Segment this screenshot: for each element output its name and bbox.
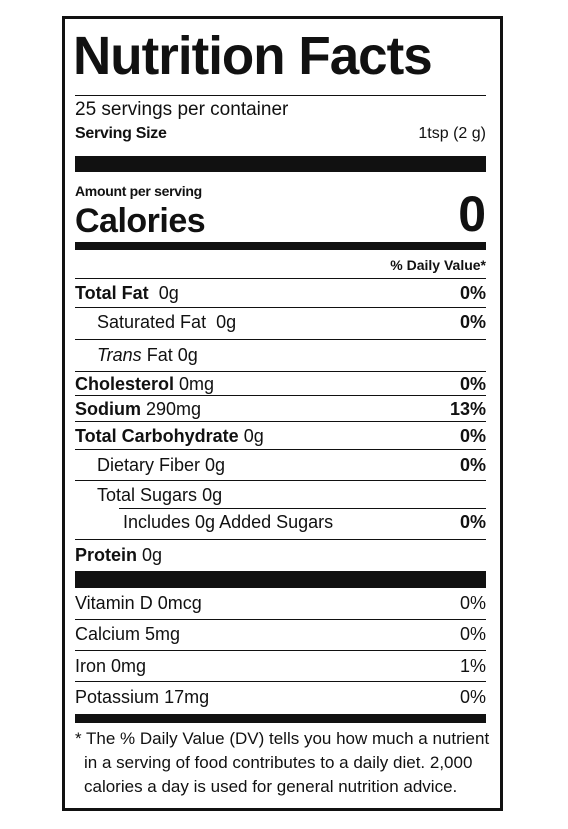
vitamin-amount: 0mcg — [157, 593, 202, 613]
nutrient-row-total-fat — [75, 283, 486, 309]
vitamin-dv: 1% — [459, 656, 486, 676]
nutrient-name: Total Fat — [75, 283, 149, 303]
vitamin-row-iron — [75, 656, 486, 682]
nutrient-dv: 13% — [449, 399, 486, 419]
serving-size-label: Serving Size — [75, 125, 167, 142]
vitamin-row-potassium — [75, 687, 486, 713]
nutrient-name: Cholesterol — [75, 374, 175, 394]
vitamin-name: Potassium — [75, 687, 160, 707]
row-divider — [75, 681, 486, 682]
vitamin-dv: 0% — [459, 687, 486, 707]
footnote-line-3: calories a day is used for general nutrition advice. — [84, 777, 458, 796]
row-divider — [75, 650, 486, 651]
nutrient-name-italic: Trans — [97, 345, 142, 365]
row-divider — [75, 539, 486, 540]
nutrient-dv: 0% — [459, 426, 486, 446]
nutrient-amount: 0g — [243, 426, 264, 446]
vitamin-row-calcium — [75, 624, 486, 650]
nutrient-name: Dietary Fiber — [97, 455, 201, 475]
nutrient-name: Fat — [146, 345, 173, 365]
nutrient-row-dietary-fiber — [75, 455, 486, 481]
nutrition-facts-label — [62, 16, 503, 811]
nutrient-name: Total Sugars — [97, 485, 198, 505]
amount-per-serving: Amount per serving — [75, 183, 202, 199]
calories-value: 0 — [458, 186, 486, 242]
row-divider — [75, 480, 486, 481]
title-divider — [75, 95, 486, 96]
nutrient-amount: 0mg — [179, 374, 215, 394]
nutrient-amount: 0g — [202, 485, 223, 505]
nutrient-amount: 0g — [216, 312, 237, 332]
row-divider — [75, 619, 486, 620]
label-title: Nutrition Facts — [73, 26, 432, 86]
row-divider — [119, 508, 486, 509]
nutrient-amount: 0g — [142, 545, 163, 565]
row-divider — [75, 339, 486, 340]
vitamin-name: Calcium — [75, 624, 141, 644]
footnote-line-1: * The % Daily Value (DV) tells you how much a nutrient — [75, 729, 490, 748]
nutrient-dv: 0% — [459, 312, 486, 332]
vitamin-name: Iron — [75, 656, 107, 676]
vitamin-row-vitamin-d — [75, 593, 486, 619]
nutrient-amount: 0g — [177, 345, 198, 365]
nutrient-dv: 0% — [459, 374, 486, 394]
nutrient-amount: 0g — [158, 283, 179, 303]
row-divider — [75, 371, 486, 372]
row-divider — [75, 449, 486, 450]
nutrient-row-cholesterol — [75, 374, 486, 400]
nutrient-name: Sodium — [75, 399, 141, 419]
daily-value-header: % Daily Value* — [390, 257, 486, 273]
nutrient-name: Protein — [75, 545, 138, 565]
row-divider — [75, 307, 486, 308]
vitamin-dv: 0% — [459, 624, 486, 644]
nutrient-row-saturated-fat — [75, 312, 486, 338]
nutrient-dv: 0% — [459, 455, 486, 475]
vitamin-amount: 17mg — [164, 687, 210, 707]
footnote-divider — [75, 714, 486, 723]
servings-per-container: 25 servings per container — [75, 99, 289, 120]
vitamin-dv: 0% — [459, 593, 486, 613]
nutrient-amount: 290mg — [146, 399, 202, 419]
thick-divider-top — [75, 156, 486, 172]
nutrient-name: Total Carbohydrate — [75, 426, 239, 446]
nutrient-row-added-sugars — [75, 512, 486, 538]
nutrient-amount: 0g — [205, 455, 226, 475]
vitamin-amount: 5mg — [145, 624, 181, 644]
serving-size-value: 1tsp (2 g) — [418, 125, 486, 142]
vitamin-amount: 0mg — [111, 656, 147, 676]
thick-divider-vitamins — [75, 571, 486, 588]
footnote-line-2: in a serving of food contributes to a daily diet. 2,000 — [84, 753, 473, 772]
nutrient-row-protein — [75, 545, 486, 571]
row-divider — [75, 421, 486, 422]
row-divider — [75, 278, 486, 279]
row-divider — [75, 395, 486, 396]
nutrient-name: Saturated Fat — [97, 312, 207, 332]
nutrient-row-trans-fat — [75, 345, 486, 371]
calories-divider — [75, 242, 486, 250]
nutrient-name: Includes 0g Added Sugars — [123, 512, 334, 532]
calories-label: Calories — [75, 202, 206, 240]
nutrient-dv: 0% — [459, 512, 486, 532]
nutrient-dv: 0% — [459, 283, 486, 303]
vitamin-name: Vitamin D — [75, 593, 153, 613]
